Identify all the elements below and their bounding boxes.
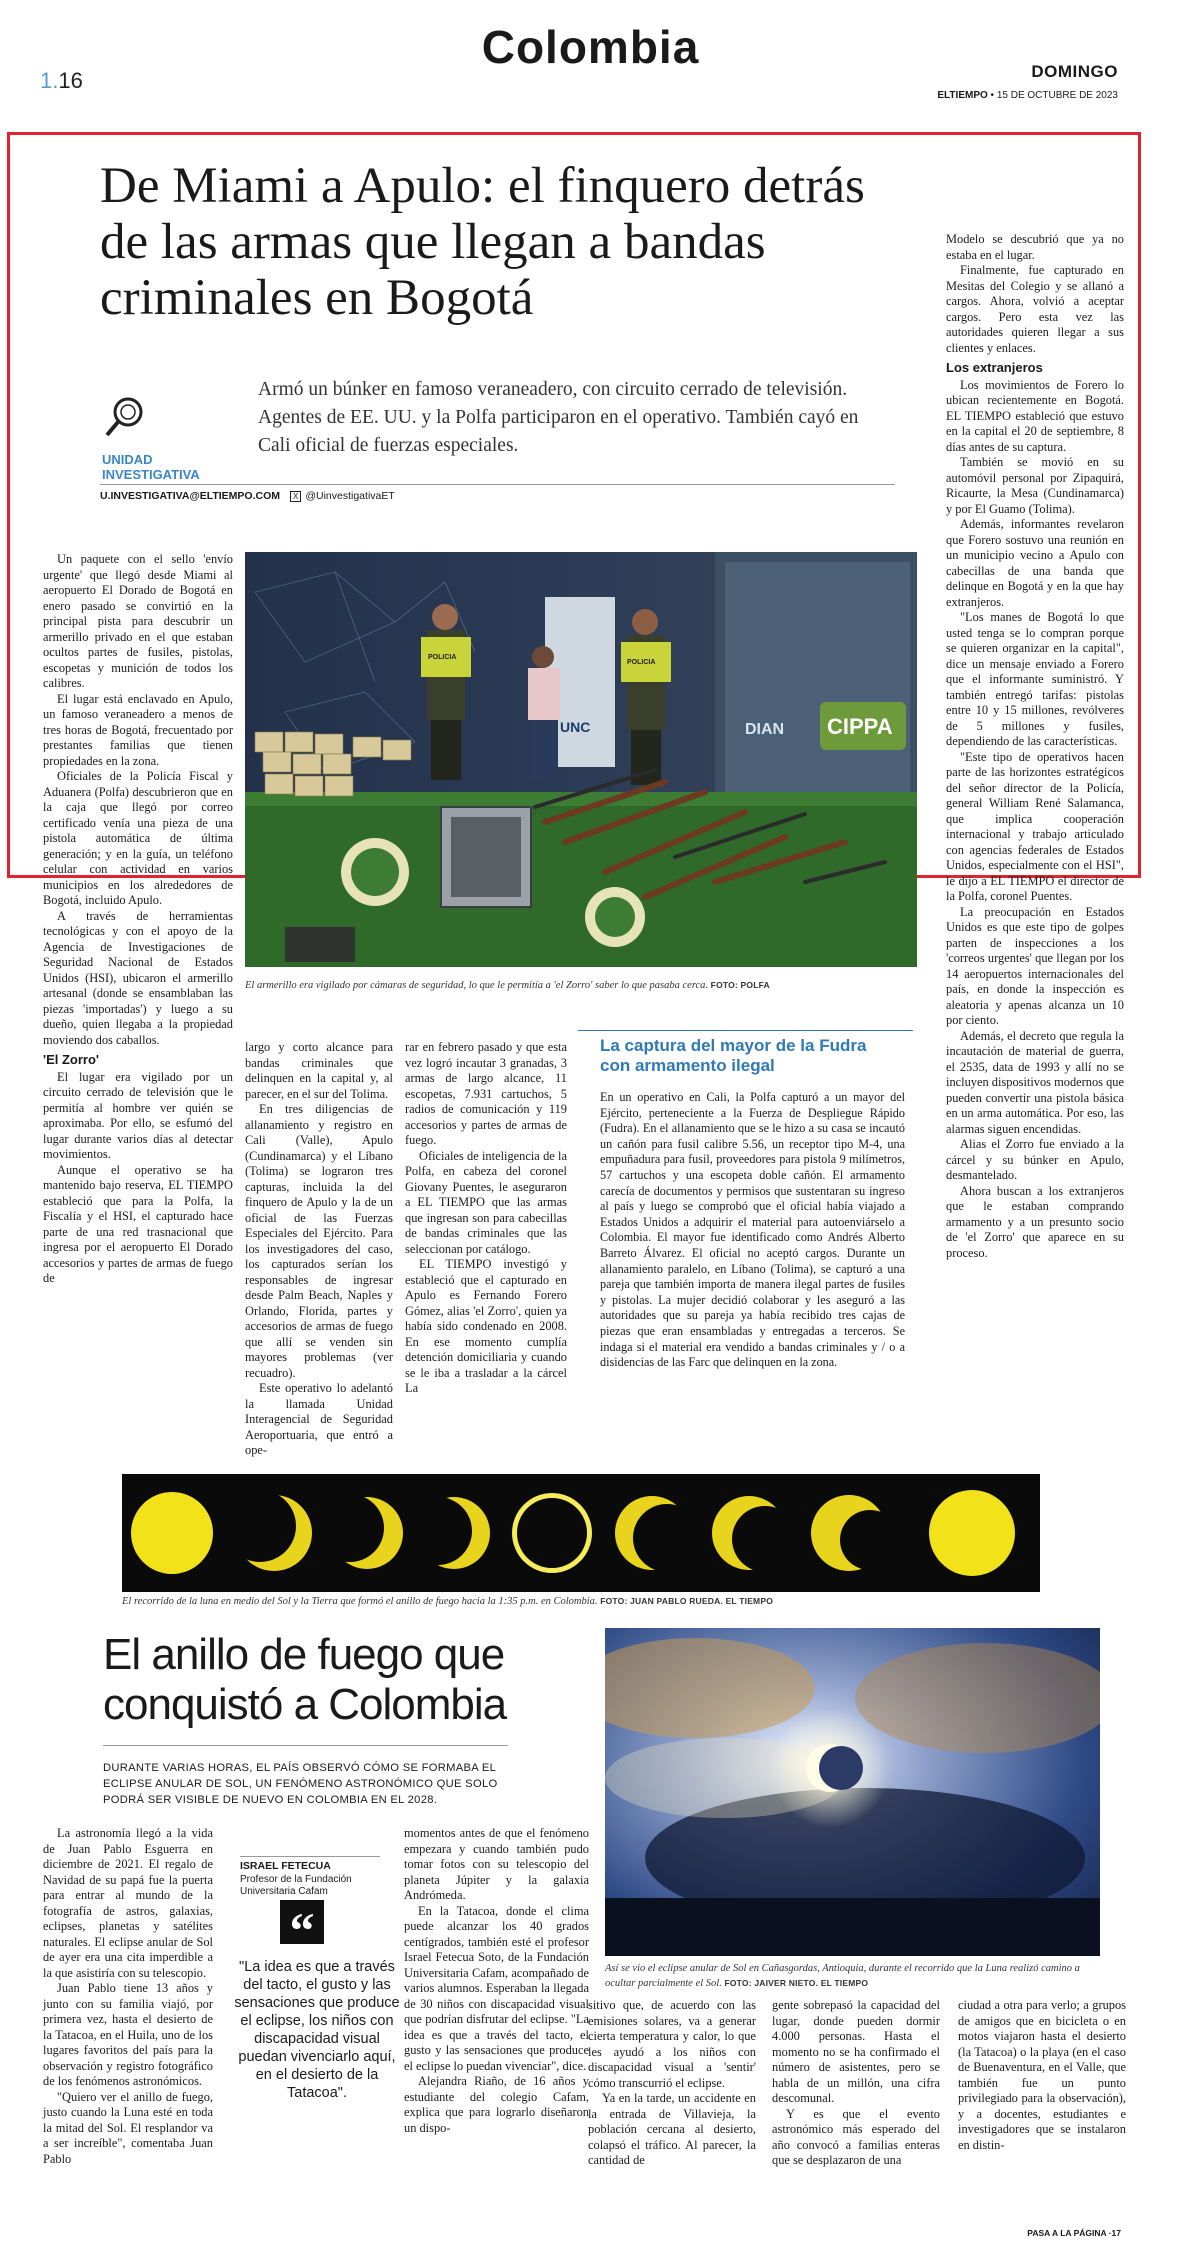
article1-right-column: Modelo se descubrió que ya no estaba en el lugar. Finalmente, fue capturado en Mesitas del Colegio y se allanó a cargos. Ahora, volvió a aceptar cargos. Pero esta vez las autoridades quieren llegar a sus clientes y enlaces. Los extranjeros Los movimientos de Forero lo ubican recientemente en Bogotá. EL TIEMPO estableció que estuvo en la capital el 20 de septiembre, 8 días antes de su captura. También se movió en su automóvil personal por Zipaquirá, Ricaurte, la Mesa (Cundinamarca) y por El Guamo (Tolima). Además, informantes revelaron que Forero sostuvo una reunión en un municipio vecino a Apulo con cabecillas de una banda que delinque en Bogotá y en la que hay extranjeros. "Los manes de Bogotá lo que usted tenga se lo compran porque se quieren organizar en la capital", dice un mensaje enviado a Forero que el informante suministró. Y también entregó tarifas: pistolas entre 10 y 15 millones, revólveres de 5 millones y fusiles, dependiendo de las características. "Este tipo de operativos hacen parte de las horizontes estratégicos del señor director de la Policía, general William René Salamanca, que implica cooperación internacional y trabajo articulado con agencias federales de Estados Unidos, especialmente con el HSI", le dijo a EL TIEMPO el director de la Polfa, coronel Puentes. La preocupación en Estados Unidos es que este tipo de golpes parten de inspecciones a los 'correos urgentes' que llegan por los 14 aeropuertos internacionales del país, en donde la inspección es aleatoria y apenas alcanza un 10 por ciento. Además, el decreto que regula la incautación de material de guerra, el 2535, data de 1993 y allí no se incluyen dispositivos modernos que pueden convertir una pistola básica en un arma automática. Por eso, las alarmas siguen encendidas. Alias el Zorro fue enviado a la cárcel y su búnker en Apulo, desmantelado. Ahora buscan a los extranjeros que le estaban comprando armamento y a un presunto socio de 'el Zorro' que aparece en su proceso.	[946, 232, 1124, 1260]
article-headline: De Miami a Apulo: el finquero detrás de las armas que llegan a bandas criminales en Bogotá	[100, 158, 865, 326]
article1-column-1: Un paquete con el sello 'envío urgente' que llegó desde Miami al aeropuerto El Dorado de Bogotá en enero pasado se convirtió en la principal pista para descubrir un armerillo privado en el que estaban ocultos partes de fusiles, pistolas, escopetas y munición de todos los calibres. El lugar está enclavado en Apulo, un famoso veraneadero a menos de tres horas de Bogotá, frecuentado por prestantes familias que tienen propiedades en la zona. Oficiales de la Policía Fiscal y Aduanera (Polfa) descubrieron que en la caja que llegó por correo certificado venía una pieza de una pistola automática de última generación; y en la guía, un teléfono celular con actividad en varios municipios en los alrededores de Bogotá, incluido Apulo. A través de herramientas tecnológicas y con el apoyo de la Agencia de Investigaciones de Seguridad Nacional de Estados Unidos (HSI), ubicaron el armerillo artesanal (donde se ensamblaban las piezas 'importadas') y luego a su dueño, quien llegaba a la propiedad moviendo dos caballos. 'El Zorro' El lugar era vigilado por un circuito cerrado de televisión que le permitía al hombre ver quién se aproximaba. Por ello, se esfumó del lugar durante varios días al detectar movimientos. Aunque el operativo se ha mantenido bajo reserva, EL TIEMPO estableció que para la Polfa, la Fiscalía y el HSI, el capturado hace parte de una red trasnacional que ingresa por el aeropuerto El Dorado accesorios y partes de armas de fuego de	[43, 552, 233, 1285]
quote-rule	[240, 1856, 380, 1857]
article1-column-2: largo y corto alcance para bandas criminales que delinquen en la capital y, al parecer, en el sur del Tolima. En tres diligencias de allanamiento y registro en Cali (Valle), Apulo (Cundinamarca) y el Líbano (Tolima) se lograron tres capturas, incluida la del finquero de Apulo y la de un oficial de las Fuerzas Especiales del Ejército. Para los investigadores del caso, los capturados serían los responsables de ingresar desde Palm Beach, Naples y Orlando, Florida, partes y accesorios de armas de fuego que allí se venden sin mayores problemas (ver recuadro). Este operativo lo adelantó la llamada Unidad Interagencial de Seguridad Aeroportuaria, que entró a ope-	[245, 1040, 393, 1457]
section-title: Colombia	[481, 21, 700, 73]
sidebar-box-text: En un operativo en Cali, la Polfa capturó a un mayor del Ejército, perteneciente a la Fuerza de Despliegue Rápido (Fudra). En el allanamiento que se le hizo a su casa se incautó un cañón para fusil calibre 5.56, un receptor tipo M-4, una empuñadura para fusil, proveedores para pistola 9 milímetros, 57 cartuchos y una escopeta doble cañón. El armamento carecía de documentos y permisos que sustentaran su ingreso al país y luego se comprobó que el oficial había viajado a Estados Unidos a adquirir el material para autoenviárselo a Colombia. El mayor fue identificado como Andrés Alberto Barreto Álvarez. El oficial no aceptó cargos. Durante un allanamiento paralelo, en Líbano (Tolima), se capturó a una pareja que también importa de manera ilegal partes de fusiles y pistolas. La mujer decidió colaborar y les aseguró a las autoridades que su pareja ya había recibido tres cajas de piezas que eran ensambladas y entregadas a terceros. Se indaga si el material era vendido a bandas criminales y / o a disidencias de las Farc que delinquen en la zona.	[600, 1090, 905, 1370]
day-label: DOMINGO	[1031, 62, 1118, 81]
article2-column-6: ciudad a otra para verlo; a grupos de amigos que en bicicleta o en motos viajaron hasta el desierto (la Tatacoa) o la playa (en el caso de Buenaventura, en el Valle, que también fue un punto privilegiado para la observación), y a docentes, estudiantes e investigadores que se instalaron en distin-	[958, 1998, 1126, 2152]
article2-rule	[103, 1745, 508, 1746]
svg-text:POLICIA: POLICIA	[627, 659, 656, 666]
article2-column-1: La astronomía llegó a la vida de Juan Pablo Esguerra en diciembre de 2021. El regalo de Navidad de su papá fue la puerta para entrar al mundo de la fotografía de astros, galaxias, eclipses, planetas y satélites naturales. El eclipse anular de Sol de ayer era una cita imperdible a la que asistiría con su telescopio. Juan Pablo tiene 13 años y junto con su familia viajó, por primera vez, hasta el desierto de la Tatacoa, en el Huila, uno de los lugares favoritos del país para la observación y registro fotográfico de los fenómenos astronómicos. "Quiero ver el anillo de fuego, justo cuando la Luna esté en toda la mitad del Sol. El resplandor va a ser increíble", comentaba Juan Pablo	[43, 1826, 213, 2166]
author-email: U.INVESTIGATIVA@ELTIEMPO.COM	[100, 490, 280, 502]
eclipse-sequence-photo	[122, 1474, 1040, 1592]
magnifier-icon	[102, 392, 152, 442]
sidebar-box-title: La captura del mayor de la Fudra con armamento ilegal	[600, 1036, 867, 1075]
svg-text:POLICIA: POLICIA	[428, 654, 457, 661]
byline-rule	[100, 484, 895, 485]
article2-column-5: gente sobrepasó la capacidad del lugar, donde pueden dormir 4.000 personas. Hasta el momento no se ha confirmado el número de asistentes, pero se habla de un millón, una cifra descomunal. Y es que el evento astronómico más esperado del año convocó a familias enteras que se desplazaron de una	[772, 1998, 940, 2167]
quote-author-role: Profesor de la Fundación Universitaria Cafam	[240, 1874, 352, 1897]
sidebar-box-rule	[578, 1030, 913, 1031]
svg-text:UNC: UNC	[560, 719, 591, 735]
quote-mark-icon: “	[280, 1900, 324, 1944]
pull-quote: "La idea es que a través del tacto, el gusto y las sensaciones que produce el eclipse, los niños con discapacidad visual puedan vivenciarlo aquí, en el desierto de la Tatacoa".	[234, 1959, 400, 2101]
x-icon: X	[290, 491, 301, 502]
quote-author-name: ISRAEL FETECUA	[240, 1860, 331, 1872]
investigative-unit-logo	[102, 392, 152, 447]
article-dek: Armó un búnker en famoso veraneadero, con circuito cerrado de televisión. Agentes de EE. UU. y la Polfa participaron en el operativo. También cayó en Cali oficial de fuerzas especiales.	[258, 379, 859, 456]
svg-text:CIPPA: CIPPA	[827, 714, 893, 739]
article2-column-3: momentos antes de que el fenómeno empezara y cuando también pudo tomar fotos con su telescopio del planeta Júpiter y la galaxia Andrómeda. En la Tatacoa, donde el clima puede alcanzar los 40 grados centígrados, también esté el profesor Israel Fetecua Soto, de la Fundación Universitaria Cafam, acompañado de varios alumnos. Esperaban la llegada de 30 niños con discapacidad visual que podrían disfrutar del eclipse. "La idea es que a través del tacto, el gusto y las sensaciones que produce el eclipse lo puedan vivenciar", dice. Alejandra Riaño, de 16 años y estudiante del colegio Cafam, explica que para lograrlo diseñaron un dispo-	[404, 1826, 589, 2135]
page-number: 1.16	[40, 68, 83, 93]
dateline: ELTIEMPO • 15 DE OCTUBRE DE 2023	[937, 90, 1118, 101]
eclipse-photo-caption: Así se vio el eclipse anular de Sol en Cañasgordas, Antioquia, durante el recorrido que la Luna realizó camino a ocultar parcialmente el Sol. FOTO: JAIVER NIETO. EL TIEMPO	[605, 1963, 1080, 1989]
unit-label: UNIDAD INVESTIGATIVA	[102, 452, 200, 482]
eclipse-strip-caption: El recorrido de la luna en medio del Sol y la Tierra que formó el anillo de fuego hacia la 1:35 p.m. en Colombia. FOTO: JUAN PABLO RUEDA. EL TIEMPO	[122, 1596, 774, 1607]
continue-to-page[interactable]: PASA A LA PÁGINA ·17	[1027, 2228, 1121, 2238]
weapons-photo	[245, 552, 917, 967]
article2-headline: El anillo de fuego que conquistó a Colombia	[103, 1630, 507, 1729]
eclipse-sky-photo	[605, 1628, 1100, 1956]
photo-caption: El armerillo era vigilado por cámaras de seguridad, lo que le permitía a 'el Zorro' saber lo que pasaba cerca. FOTO: POLFA	[245, 980, 770, 991]
svg-text:DIAN: DIAN	[745, 721, 785, 738]
article2-dek: DURANTE VARIAS HORAS, EL PAÍS OBSERVÓ CÓMO SE FORMABA EL ECLIPSE ANULAR DE SOL, UN FENÓMENO ASTRONÓMICO QUE SOLO PODRÁ SER VISIBLE DE NUEVO EN COLOMBIA EN EL 2028.	[103, 1762, 498, 1806]
article2-column-4: sitivo que, de acuerdo con las emisiones solares, va a generar cierta temperatura y calor, lo que les ayudó a los niños con discapacidad visual a 'sentir' cómo transcurrió el eclipse. Ya en la tarde, un accidente en la entrada de Villavieja, la población cercana al desierto, colapsó el tráfico. Al parecer, la cantidad de	[588, 1998, 756, 2167]
article1-column-3: rar en febrero pasado y que esta vez logró incautar 3 granadas, 3 armas de largo alcance, 11 escopetas, 7.931 cartuchos, 5 radios de comunicación y 119 accesorios y partes de armas de fuego. Oficiales de inteligencia de la Polfa, en cabeza del coronel Giovany Puentes, le aseguraron a EL TIEMPO que las armas que ingresan son para cabecillas de bandas criminales que las seleccionan por catálogo. EL TIEMPO investigó y estableció que el capturado en Apulo es Fernando Forero Gómez, alias 'el Zorro', quien ya había sido condenado en 2008. En ese momento cumplía detención domiciliaria y cuando se le iba a trasladar a la cárcel La	[405, 1040, 567, 1395]
twitter-handle: X @UinvestigativaET	[290, 490, 395, 502]
